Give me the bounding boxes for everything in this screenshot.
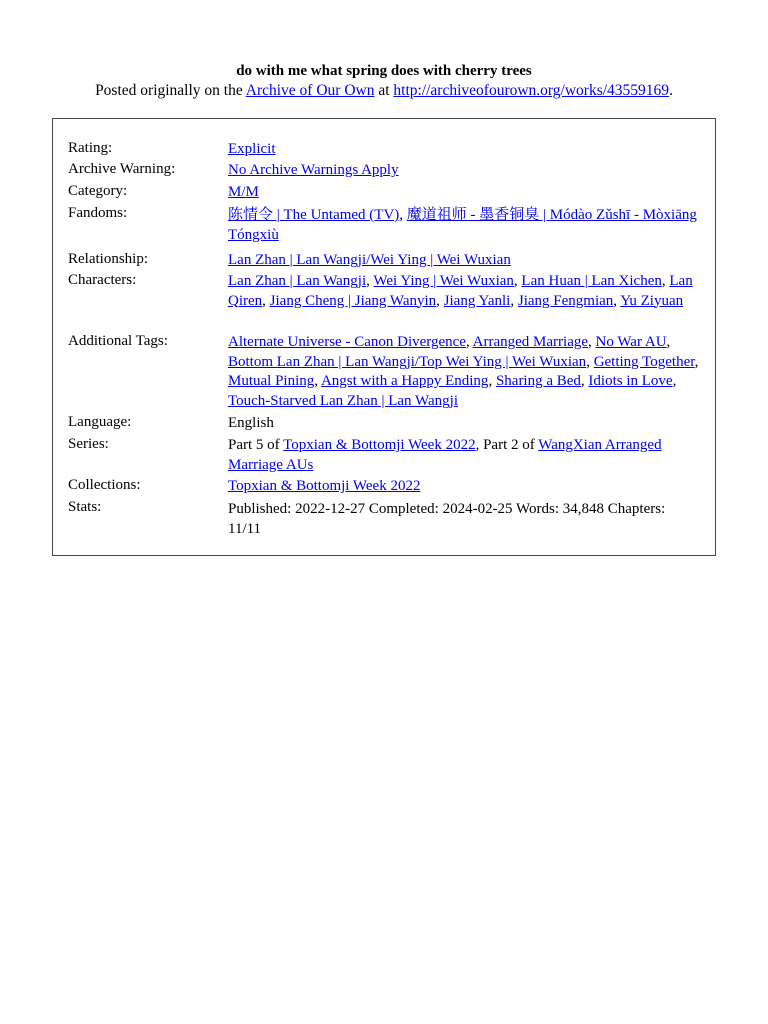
tag-link[interactable]: Alternate Universe - Canon Divergence <box>228 334 466 350</box>
character-link[interactable]: Lan Zhan | Lan Wangji <box>228 273 367 289</box>
tag-link[interactable]: No War AU <box>595 334 667 350</box>
series-link-arranged-marriage[interactable]: WangXian Arranged Marriage AUs <box>228 437 662 473</box>
character-link[interactable]: Jiang Yanli <box>443 292 511 309</box>
character-link[interactable]: Yu Ziyuan <box>620 292 684 309</box>
collection-link[interactable]: Topxian & Bottomji Week 2022 <box>228 478 421 494</box>
rating-link[interactable]: Explicit <box>228 141 276 157</box>
work-header <box>0 62 768 100</box>
relationship-label: Relationship: <box>68 251 148 267</box>
tag-link[interactable]: Mutual Pining <box>228 373 315 389</box>
work-title: do with me what spring does with cherry trees <box>236 63 532 79</box>
warning-label: Archive Warning: <box>68 161 176 177</box>
posted-suffix: . <box>669 82 673 99</box>
series-part2-prefix: , Part 2 of <box>475 437 539 453</box>
category-label: Category: <box>68 183 128 199</box>
posted-mid: at <box>374 82 394 99</box>
tag-link[interactable]: Arranged Marriage <box>472 334 589 350</box>
series-part1-prefix: Part 5 of <box>228 437 284 453</box>
language-value: English <box>228 415 274 431</box>
posted-prefix: Posted originally on the <box>95 82 246 99</box>
character-link[interactable]: Jiang Cheng | Jiang Wanyin <box>269 292 437 309</box>
language-label: Language: <box>68 414 132 430</box>
character-link[interactable]: Wei Ying | Wei Wuxian <box>373 273 514 289</box>
tag-link[interactable]: Bottom Lan Zhan | Lan Wangji/Top Wei Ying | Wei Wuxian <box>228 353 587 370</box>
series-link-topxian[interactable]: Topxian & Bottomji Week 2022 <box>283 437 476 453</box>
fandom-link[interactable]: 魔道祖师 - 墨香铜臭 | Módào Zǔshī - Mòxiāng Tóngxiù <box>228 207 697 243</box>
tag-link[interactable]: Getting Together <box>593 353 695 370</box>
stats-value: Published: 2022-12-27 Completed: 2024-02-25 Words: 34,848 Chapters: 11/11 <box>228 501 666 537</box>
character-link[interactable]: Lan Qiren <box>228 273 693 309</box>
tags-label: Additional Tags: <box>68 333 168 349</box>
tag-link[interactable]: Angst with a Happy Ending <box>320 373 489 389</box>
character-link[interactable]: Jiang Fengmian <box>517 292 614 309</box>
work-url-link[interactable]: http://archiveofourown.org/works/43559169 <box>393 82 670 99</box>
fandoms-label: Fandoms: <box>68 205 128 221</box>
collections-label: Collections: <box>68 477 141 493</box>
archive-link[interactable]: Archive of Our Own <box>245 82 375 99</box>
metadata-box: Rating: Explicit Archive Warning: No Archive Warnings Apply Category: M/M Fandoms: 陈情令 | The Untamed (TV), 魔道祖师 - 墨香铜臭 | Módào Zǔshī - Mòxiāng Tóngxiù Relationship: Lan Zhan | Lan Wangji/Wei Ying | Wei Wuxian Characters: Lan Zhan | Lan Wangji, Wei Ying | Wei Wuxian, Lan Huan | Lan Xichen, Lan Qiren, Jiang Cheng | Jiang Wanyin, Jiang Yanli, Jiang Fengmian, Yu Ziyuan Additional Tags: Alternate Universe - Canon Divergence, Arranged Marriage, No War AU, Bottom Lan Zhan | Lan Wangji/Top Wei Ying | Wei Wuxian, Getting Together, Mutual Pining, Angst with a Happy Ending, Sharing a Bed, Idiots in Love, Touch-Starved Lan Zhan | Lan Wangji Language: English Series: Part 5 of Topxian & Bottomji Week 2022, Part 2 of WangXian Arranged Marriage AUs Collections: Topxian & Bottomji Week 2022 Stats: Published: 2022-12-27 Completed: 2024-02-25 Words: 34,848 Chapters: 11/11 <box>52 118 716 556</box>
warning-link[interactable]: No Archive Warnings Apply <box>228 162 399 178</box>
tag-link[interactable]: Sharing a Bed <box>495 373 581 389</box>
posted-line <box>0 81 768 100</box>
series-label: Series: <box>68 436 109 452</box>
rating-label: Rating: <box>68 140 113 156</box>
fandom-link[interactable]: 陈情令 | The Untamed (TV) <box>228 207 400 223</box>
stats-label: Stats: <box>68 499 102 515</box>
category-link[interactable]: M/M <box>228 184 259 200</box>
tag-link[interactable]: Idiots in Love <box>588 373 673 389</box>
tag-link[interactable]: Touch-Starved Lan Zhan | Lan Wangji <box>228 392 458 409</box>
relationship-link[interactable]: Lan Zhan | Lan Wangji/Wei Ying | Wei Wuxian <box>228 252 511 268</box>
characters-label: Characters: <box>68 272 137 288</box>
character-link[interactable]: Lan Huan | Lan Xichen <box>521 273 662 289</box>
